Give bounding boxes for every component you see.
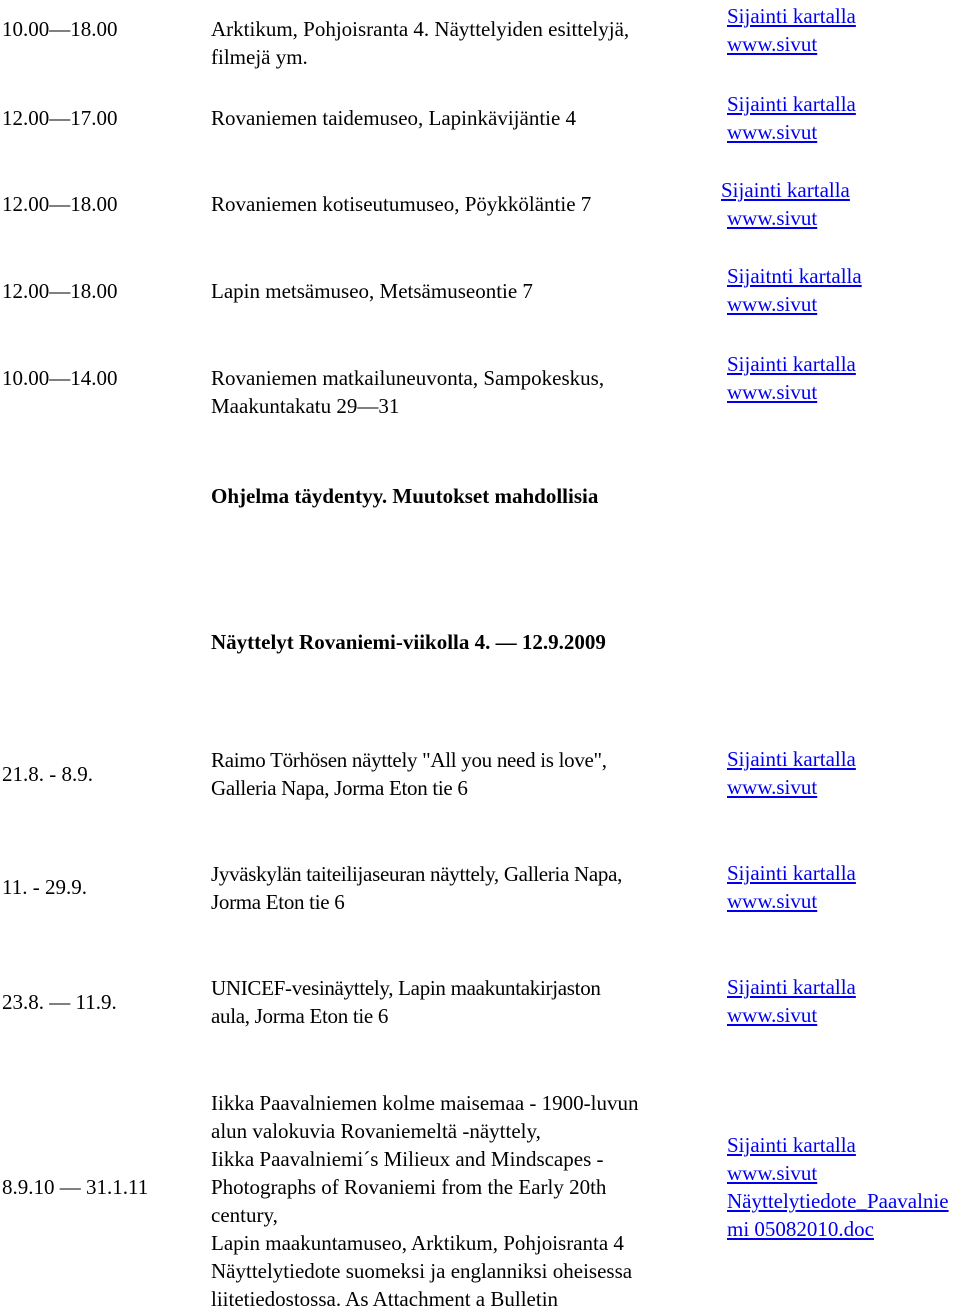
row-description bbox=[211, 364, 711, 420]
description-line: alun valokuvia Rovaniemeltä -näyttely, bbox=[211, 1119, 541, 1143]
map-location-link[interactable]: Sijainti kartalla bbox=[727, 4, 856, 28]
exhibition-dates: 23.8. — 11.9. bbox=[2, 990, 117, 1014]
program-notice: Ohjelma täydentyy. Muutokset mahdollisia bbox=[211, 484, 599, 508]
description-line: Lapin metsämuseo, Metsämuseontie 7 bbox=[211, 279, 533, 303]
description-line: Galleria Napa, Jorma Eton tie 6 bbox=[211, 776, 468, 800]
map-location-link[interactable]: Sijainti kartalla bbox=[727, 92, 856, 116]
description-line: Rovaniemen kotiseutumuseo, Pöykköläntie 7 bbox=[211, 192, 592, 216]
row-time: 10.00—18.00 bbox=[2, 17, 118, 41]
map-location-link[interactable]: Sijainti kartalla bbox=[727, 861, 856, 885]
row-time: 12.00—18.00 bbox=[2, 279, 118, 303]
description-line: UNICEF-vesinäyttely, Lapin maakuntakirjaston bbox=[211, 976, 601, 1000]
row-links bbox=[727, 859, 960, 915]
map-location-link[interactable]: Sijainti kartalla bbox=[727, 1133, 856, 1157]
map-location-link[interactable]: Sijainti kartalla bbox=[721, 178, 850, 202]
description-line: Jorma Eton tie 6 bbox=[211, 890, 345, 914]
row-description bbox=[211, 190, 711, 218]
description-line: Iikka Paavalniemen kolme maisemaa - 1900-luvun bbox=[211, 1091, 639, 1115]
row-links bbox=[727, 262, 960, 318]
row-links bbox=[721, 176, 954, 232]
website-link[interactable]: www.sivut bbox=[727, 380, 818, 404]
row-links bbox=[727, 2, 960, 58]
row-description bbox=[211, 104, 711, 132]
description-line: Iikka Paavalniemi´s Milieux and Mindscapes - bbox=[211, 1147, 604, 1171]
row-time: 12.00—18.00 bbox=[2, 192, 118, 216]
description-line: filmejä ym. bbox=[211, 45, 308, 69]
description-line: Rovaniemen taidemuseo, Lapinkävijäntie 4 bbox=[211, 106, 577, 130]
description-line: Photographs of Rovaniemi from the Early 20th bbox=[211, 1175, 607, 1199]
row-time: 10.00—14.00 bbox=[2, 366, 118, 390]
description-line: Maakuntakatu 29—31 bbox=[211, 394, 400, 418]
row-links bbox=[727, 973, 960, 1029]
exhibition-description bbox=[211, 1089, 711, 1313]
website-link[interactable]: www.sivut bbox=[727, 120, 818, 144]
exhibition-dates: 21.8. - 8.9. bbox=[2, 762, 93, 786]
description-line: century, bbox=[211, 1203, 278, 1227]
row-links bbox=[727, 1131, 960, 1187]
exhibitions-heading: Näyttelyt Rovaniemi-viikolla 4. — 12.9.2009 bbox=[211, 630, 606, 654]
row-description bbox=[211, 15, 711, 71]
description-line: Arktikum, Pohjoisranta 4. Näyttelyiden esittelyjä, bbox=[211, 17, 630, 41]
map-location-link[interactable]: Sijaitnti kartalla bbox=[727, 264, 862, 288]
description-line: liitetiedostossa. As Attachment a Bulletin bbox=[211, 1287, 559, 1311]
website-link[interactable]: www.sivut bbox=[727, 292, 818, 316]
description-line: Lapin maakuntamuseo, Arktikum, Pohjoisranta 4 bbox=[211, 1231, 624, 1255]
website-link[interactable]: www.sivut bbox=[727, 775, 818, 799]
website-link[interactable]: www.sivut bbox=[727, 206, 818, 230]
row-time: 12.00—17.00 bbox=[2, 106, 118, 130]
attachment-links bbox=[721, 1187, 954, 1243]
row-links bbox=[727, 90, 960, 146]
row-links bbox=[727, 745, 960, 801]
website-link[interactable]: www.sivut bbox=[727, 1003, 818, 1027]
exhibition-description bbox=[211, 974, 711, 1030]
description-line: Näyttelytiedote suomeksi ja englanniksi oheisessa bbox=[211, 1259, 633, 1283]
description-line: aula, Jorma Eton tie 6 bbox=[211, 1004, 389, 1028]
row-description bbox=[211, 277, 711, 305]
exhibition-description bbox=[211, 860, 711, 916]
map-location-link[interactable]: Sijainti kartalla bbox=[727, 747, 856, 771]
website-link[interactable]: www.sivut bbox=[727, 1161, 818, 1185]
map-location-link[interactable]: Sijainti kartalla bbox=[727, 975, 856, 999]
map-location-link[interactable]: Sijainti kartalla bbox=[727, 352, 856, 376]
bulletin-doc-link[interactable]: Näyttelytiedote_Paavalniemi 05082010.doc bbox=[727, 1189, 949, 1241]
website-link[interactable]: www.sivut bbox=[727, 889, 818, 913]
description-line: Rovaniemen matkailuneuvonta, Sampokeskus, bbox=[211, 366, 605, 390]
exhibition-dates: 11. - 29.9. bbox=[2, 875, 87, 899]
website-link[interactable]: www.sivut bbox=[727, 32, 818, 56]
row-links bbox=[727, 350, 960, 406]
exhibition-dates: 8.9.10 — 31.1.11 bbox=[2, 1175, 149, 1199]
description-line: Jyväskylän taiteilijaseuran näyttely, Galleria Napa, bbox=[211, 862, 623, 886]
exhibition-description bbox=[211, 746, 711, 802]
description-line: Raimo Törhösen näyttely "All you need is love", bbox=[211, 748, 607, 772]
